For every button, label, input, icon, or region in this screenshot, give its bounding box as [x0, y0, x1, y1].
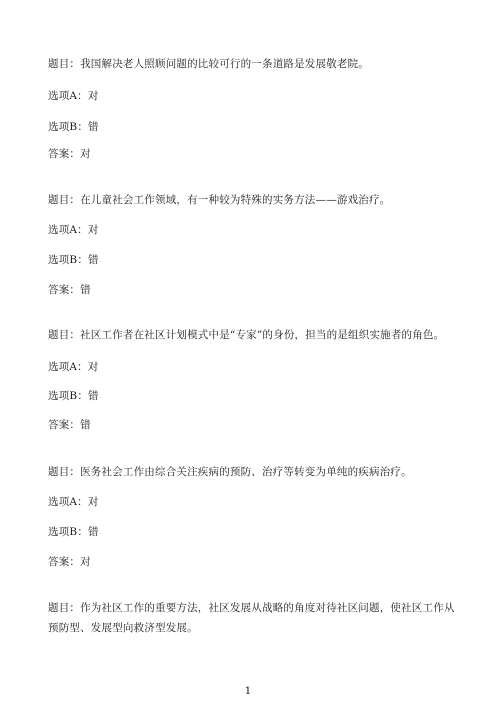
question-1-option-a: 选项A：对	[48, 90, 99, 102]
question-1-answer: 答案：对	[48, 148, 91, 160]
question-2-option-a: 选项A：对	[48, 224, 99, 236]
question-4-answer: 答案：对	[48, 556, 91, 568]
question-4-option-b: 选项B：错	[48, 526, 99, 538]
question-2-answer: 答案：错	[48, 284, 91, 296]
question-5-text: 题目：作为社区工作的重要方法，社区发展从战略的角度对待社区问题，使社区工作从预防型、发展型向救济型发展。	[48, 602, 455, 634]
question-4-text: 题目：医务社会工作由综合关注疾病的预防、治疗等转变为单纯的疾病治疗。	[48, 466, 412, 478]
question-3-option-a: 选项A：对	[48, 361, 99, 373]
page-number: 1	[244, 685, 252, 697]
question-2-option-b: 选项B：错	[48, 254, 99, 266]
question-4-option-a: 选项A：对	[48, 496, 99, 508]
question-3-answer: 答案：错	[48, 419, 91, 431]
question-3-option-b: 选项B：错	[48, 390, 99, 402]
question-1-option-b: 选项B：错	[48, 121, 99, 133]
question-1-text: 题目：我国解决老人照顾问题的比较可行的一条道路是发展敬老院。	[48, 58, 369, 70]
question-3-text: 题目：社区工作者在社区计划模式中是“专家”的身份，担当的是组织实施者的角色。	[48, 329, 445, 341]
question-2-text: 题目：在儿童社会工作领域，有一种较为特殊的实务方法——游戏治疗。	[48, 194, 391, 206]
